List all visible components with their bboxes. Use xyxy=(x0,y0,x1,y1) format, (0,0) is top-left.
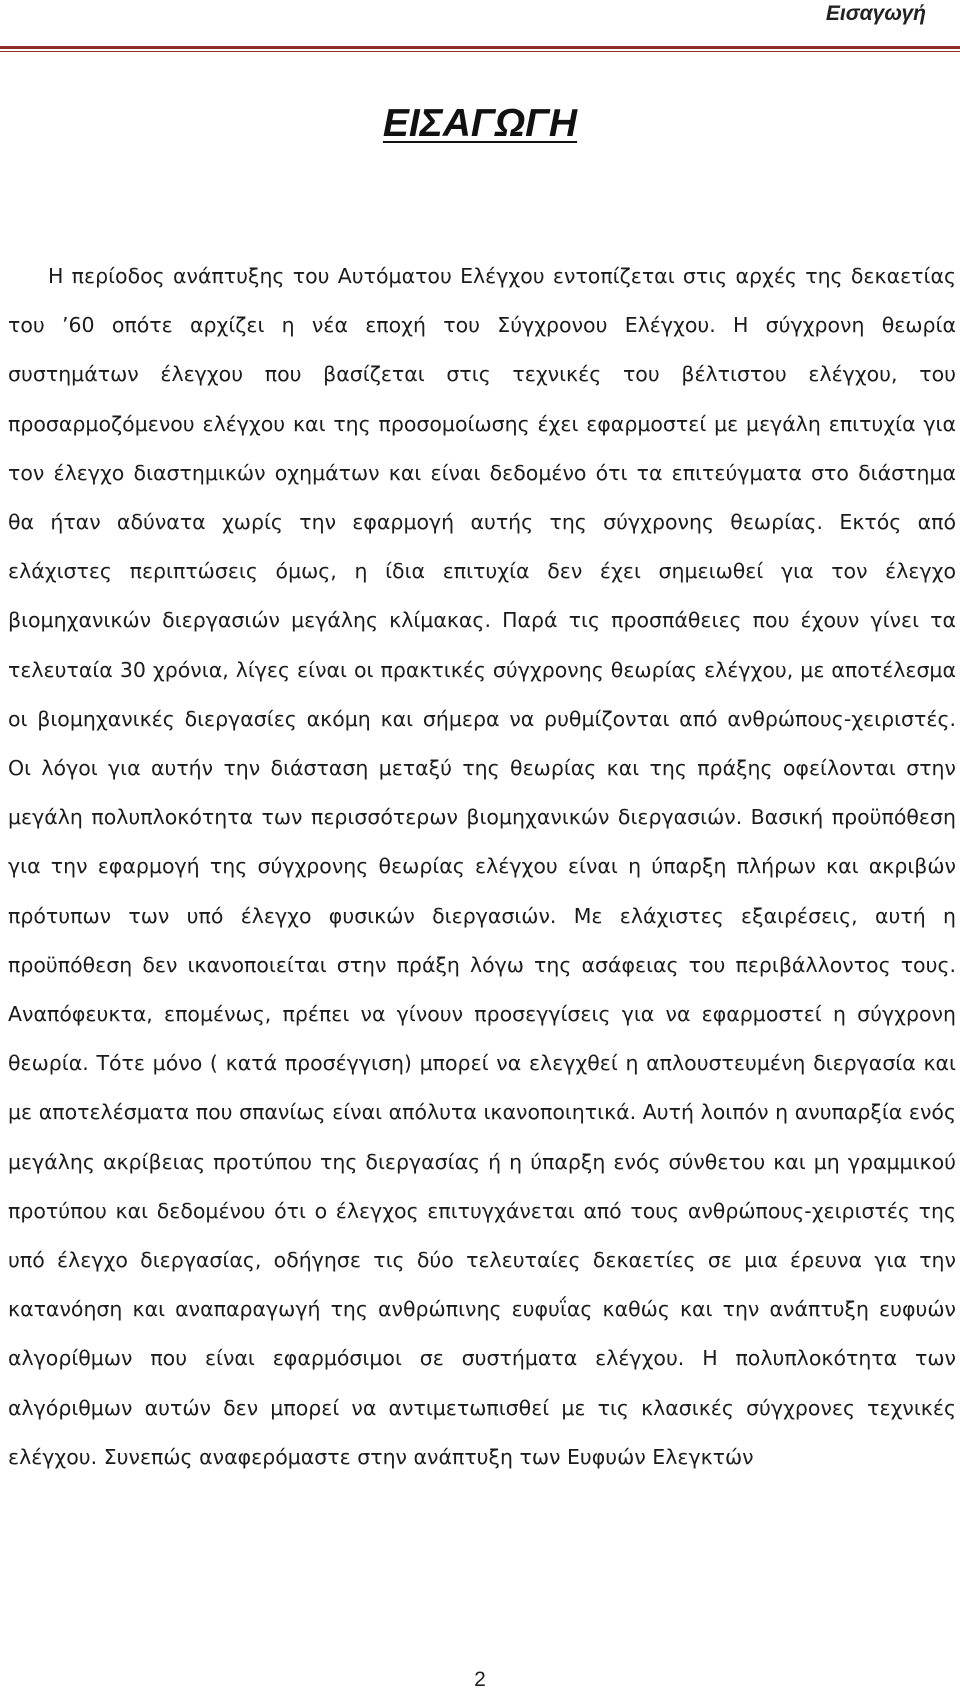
header-divider-thin-line xyxy=(0,51,960,52)
running-header-title: Εισαγωγή xyxy=(825,2,926,25)
page-number: 2 xyxy=(474,1668,486,1691)
header-divider-thick-line xyxy=(0,46,960,49)
body-paragraph: Η περίοδος ανάπτυξης του Αυτόματου Ελέγχου εντοπίζεται στις αρχές της δεκαετίας του ’60 οπότε αρχίζει η νέα εποχή του Σύγχρονου Ελέγχου. Η σύγχρονη θεωρία συστημάτων έλεγχου που βασίζεται στις τεχνικές του βέλτιστου ελέγχου, του προσαρμοζόμενου ελέγχου και της προσομοίωσης έχει εφαρμοστεί με μεγάλη επιτυχία για τον έλεγχο διαστημικών οχημάτων και είναι δεδομένο ότι τα επιτεύγματα στο διάστημα θα ήταν αδύνατα χωρίς την εφαρμογή αυτής της σύγχρονης θεωρίας. Εκτός από ελάχιστες περιπτώσεις όμως, η ίδια επιτυχία δεν έχει σημειωθεί για τον έλεγχο βιομηχανικών διεργασιών μεγάλης κλίμακας. Παρά τις προσπάθειες που έχουν γίνει τα τελευταία 30 χρόνια, λίγες είναι οι πρακτικές σύγχρονης θεωρίας ελέγχου, με αποτέλεσμα οι βιομηχανικές διεργασίες ακόμη και σήμερα να ρυθμίζονται από ανθρώπους-χειριστές. Οι λόγοι για αυτήν την διάσταση μεταξύ της θεωρίας και της πράξης οφείλονται στην μεγάλη πολυπλοκότητα των περισσότερων βιομηχανικών διεργασιών. Βασική προϋπόθεση για την εφαρμογή της σύγχρονης θεωρίας ελέγχου είναι η ύπαρξη πλήρων και ακριβών πρότυπων των υπό έλεγχο φυσικών διεργασιών. Με ελάχιστες εξαιρέσεις, αυτή η προϋπόθεση δεν ικανοποιείται στην πράξη λόγω της ασάφειας του περιβάλλοντος τους. Αναπόφευκτα, επομένως, πρέπει να γίνουν προσεγγίσεις για να εφαρμοστεί η σύγχρονη θεωρία. Τότε μόνο ( κατά προσέγγιση) μπορεί να ελεγχθεί η απλουστευμένη διεργασία και με αποτελέσματα που σπανίως είναι απόλυτα ικανοποιητικά. Αυτή λοιπόν η ανυπαρξία ενός μεγάλης ακρίβειας προτύπου της διεργασίας ή η ύπαρξη ενός σύνθετου και μη γραμμικού προτύπου και δεδομένου ότι ο έλεγχος επιτυγχάνεται από τους ανθρώπους-χειριστές της υπό έλεγχο διεργασίας, οδήγησε τις δύο τελευταίες δεκαετίες σε μια έρευνα για την κατανόηση και αναπαραγωγή της ανθρώπινης ευφυΐας καθώς και την ανάπτυξη ευφυών αλγορίθμων που είναι εφαρμόσιμοι σε συστήματα ελέγχου. Η πολυπλοκότητα των αλγόριθμων αυτών δεν μπορεί να αντιμετωπισθεί με τις κλασικές σύγχρονες τεχνικές ελέγχου. Συνεπώς αναφερόμαστε στην ανάπτυξη των Ευφυών Ελεγκτών xyxy=(8,264,956,1469)
chapter-title: ΕΙΣΑΓΩΓΗ xyxy=(382,102,578,145)
header-divider xyxy=(0,46,960,52)
